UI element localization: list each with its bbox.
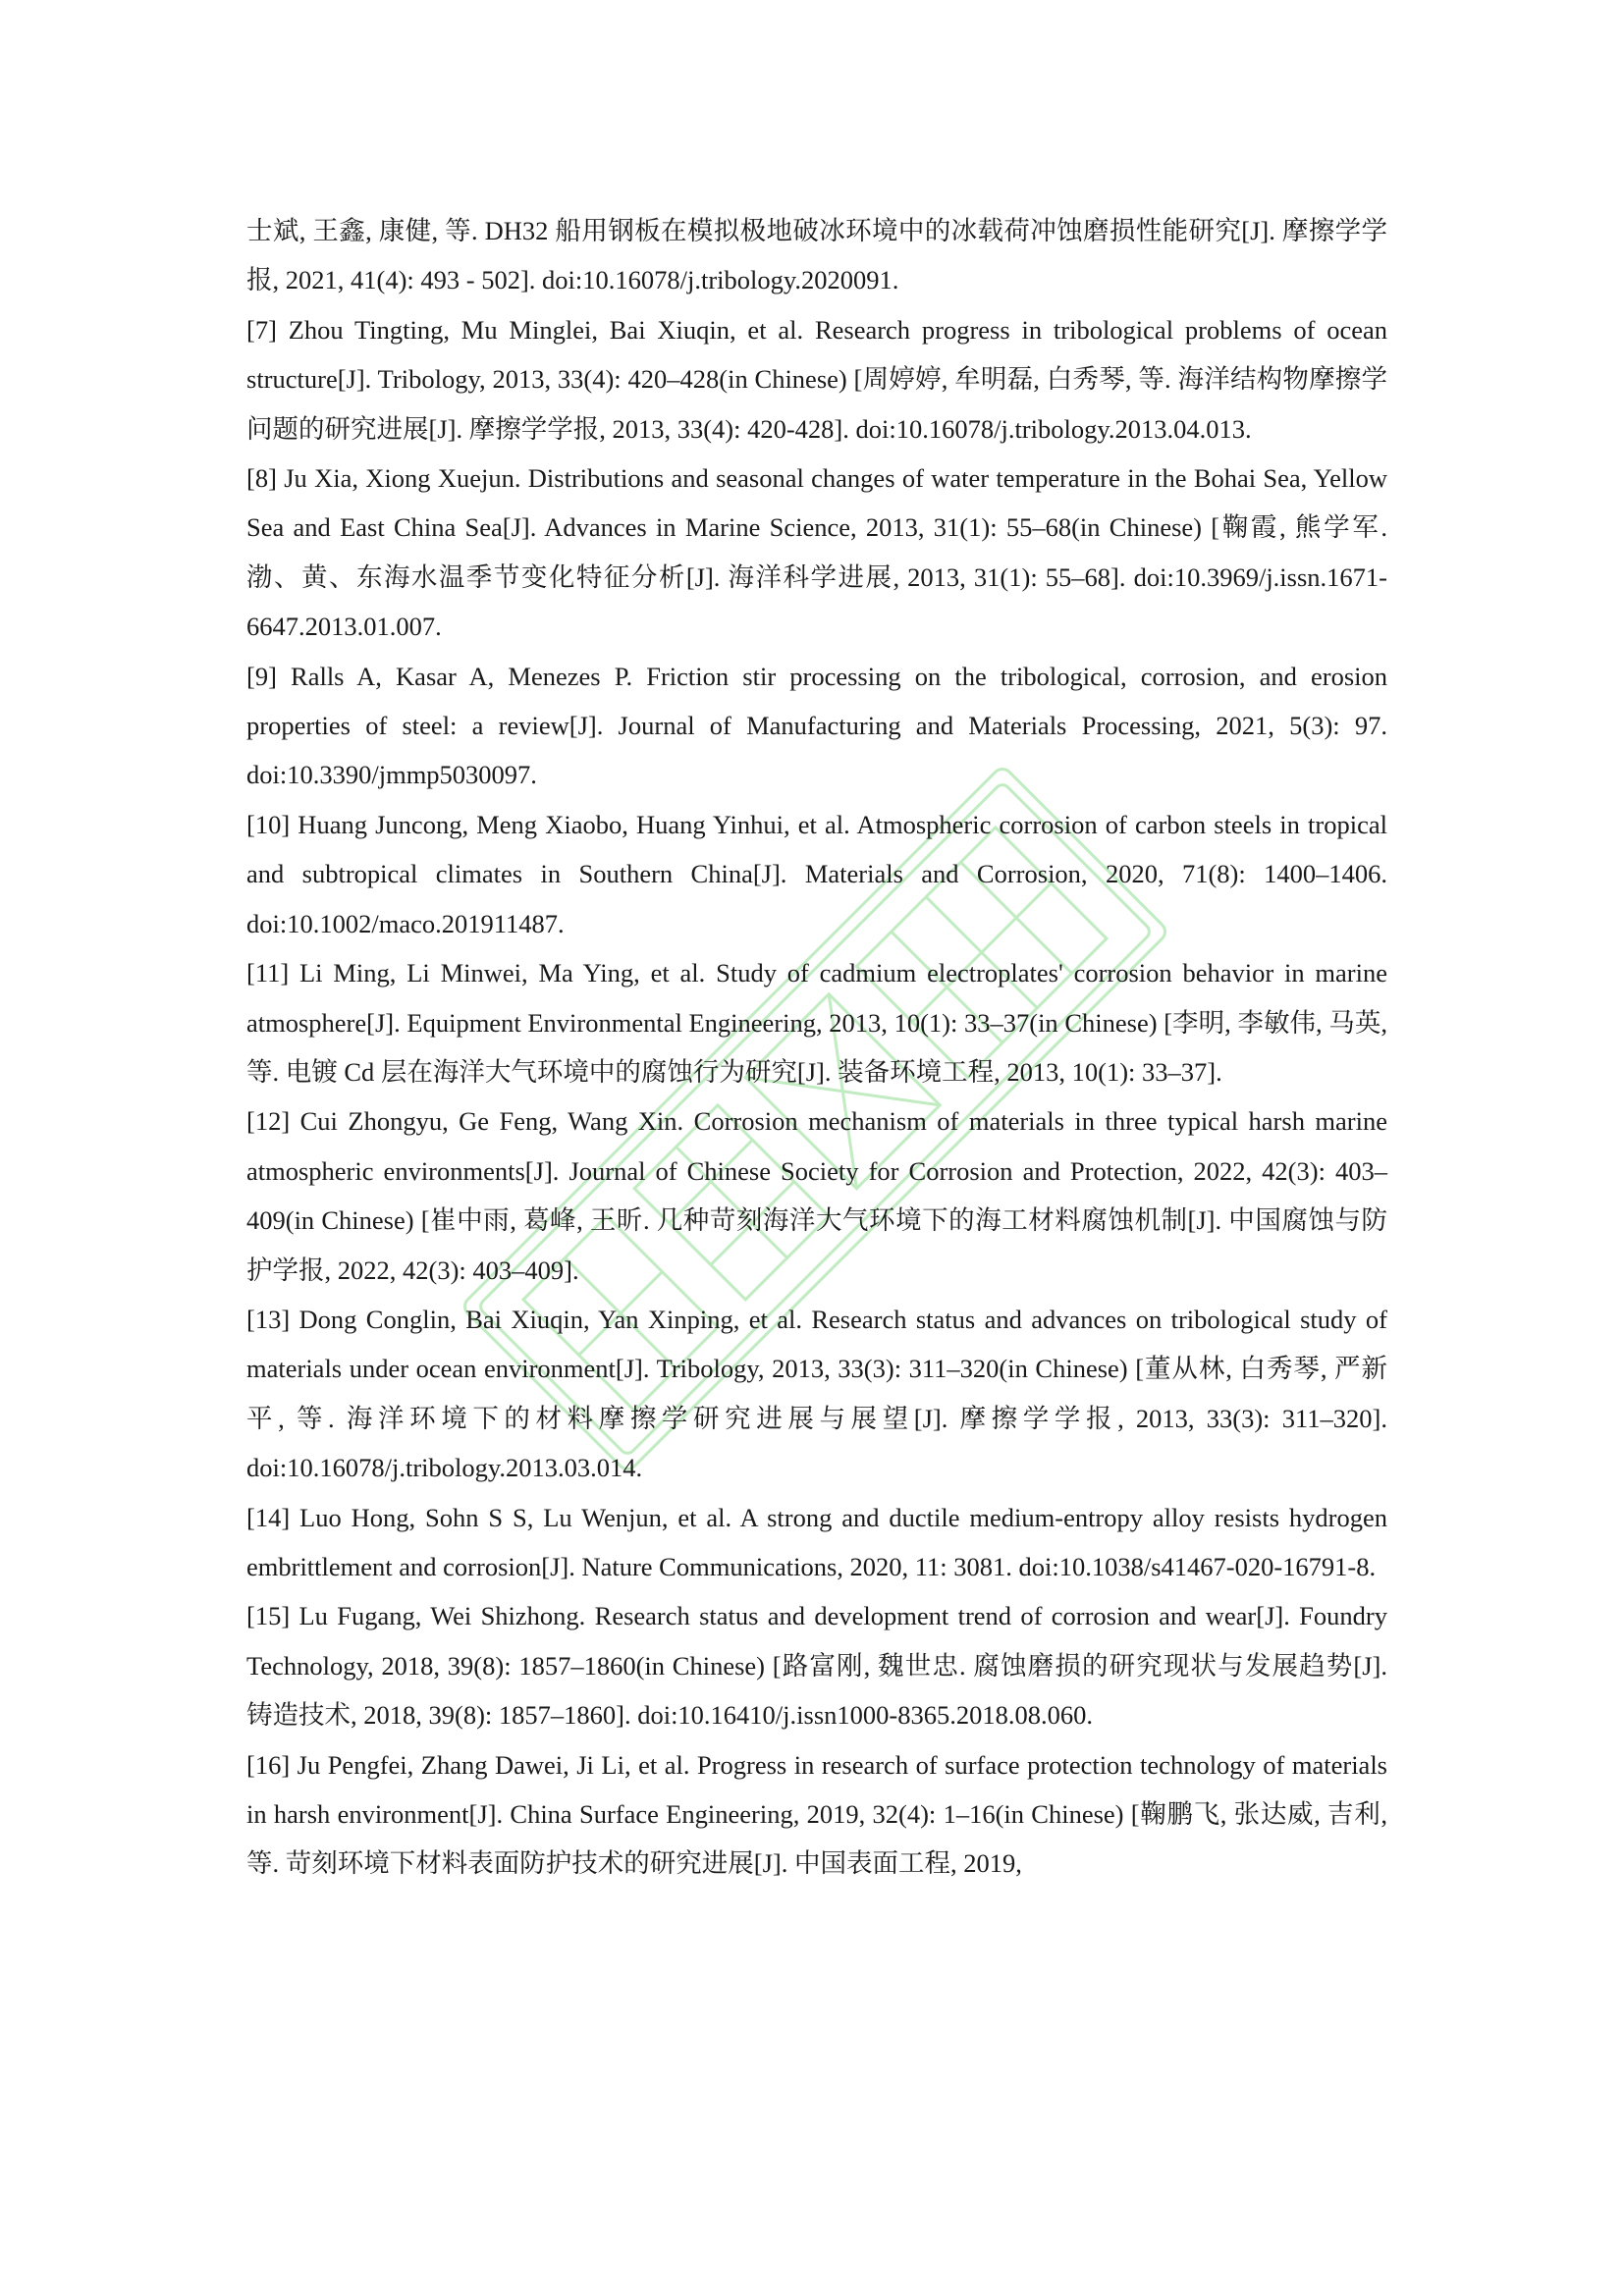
reference-item: [14] Luo Hong, Sohn S S, Lu Wenjun, et al. A strong and ductile medium-entropy alloy resists hydrogen embrittlement and corrosion[J]. Nature Communications, 2020, 11: 3081. doi:10.1038/s41467-020-16791-8. bbox=[246, 1502, 1387, 1581]
reference-item: [10] Huang Juncong, Meng Xiaobo, Huang Yinhui, et al. Atmospheric corrosion of carbon steels in tropical and subtropical climates in Southern China[J]. Materials and Corrosion, 2020, 71(8): 1400–1406. doi:10.1002/maco.201911487. bbox=[246, 809, 1387, 938]
reference-item: [9] Ralls A, Kasar A, Menezes P. Friction stir processing on the tribological, corrosion, and erosion properties of steel: a review[J]. Journal of Manufacturing and Materials Processing, 2021, 5(3): 97. doi:10.3390/jmmp5030097. bbox=[246, 661, 1387, 790]
reference-item: [13] Dong Conglin, Bai Xiuqin, Yan Xinping, et al. Research status and advances on tribological study of materials under ocean environment[J]. Tribology, 2013, 33(3): 311–320(in Chinese) [董从林, 白秀琴, 严新平, 等. 海洋环境下的材料摩擦学研究进展与展望[J]. 摩擦学学报, 2013, 33(3): 311–320]. doi:10.16078/j.tribology.2013.03.014. bbox=[246, 1304, 1387, 1483]
reference-item: [15] Lu Fugang, Wei Shizhong. Research status and development trend of corrosion and wear[J]. Foundry Technology, 2018, 39(8): 1857–1860(in Chinese) [路富刚, 魏世忠. 腐蚀磨损的研究现状与发展趋势[J]. 铸造技术, 2018, 39(8): 1857–1860]. doi:10.16410/j.issn1000-8365.2018.08.060. bbox=[246, 1601, 1387, 1731]
reference-item: [12] Cui Zhongyu, Ge Feng, Wang Xin. Corrosion mechanism of materials in three typical harsh marine atmospheric environments[J]. Journal of Chinese Society for Corrosion and Protection, 2022, 42(3): 403–409(in Chinese) [崔中雨, 葛峰, 王昕. 几种苛刻海洋大气环境下的海工材料腐蚀机制[J]. 中国腐蚀与防护学报, 2022, 42(3): 403–409]. bbox=[246, 1106, 1387, 1285]
reference-item: 士斌, 王鑫, 康健, 等. DH32 船用钢板在模拟极地破冰环境中的冰载荷冲蚀磨损性能研究[J]. 摩擦学学报, 2021, 41(4): 493 - 502]. doi:10.16078/j.tribology.2020091. bbox=[246, 216, 1387, 295]
reference-list bbox=[246, 206, 1387, 1889]
reference-item: [7] Zhou Tingting, Mu Minglei, Bai Xiuqin, et al. Research progress in tribological problems of ocean structure[J]. Tribology, 2013, 33(4): 420–428(in Chinese) [周婷婷, 牟明磊, 白秀琴, 等. 海洋结构物摩擦学问题的研究进展[J]. 摩擦学学报, 2013, 33(4): 420-428]. doi:10.16078/j.tribology.2013.04.013. bbox=[246, 314, 1387, 444]
reference-item: [11] Li Ming, Li Minwei, Ma Ying, et al. Study of cadmium electroplates' corrosion behavior in marine atmosphere[J]. Equipment Environmental Engineering, 2013, 10(1): 33–37(in Chinese) [李明, 李敏伟, 马英, 等. 电镀 Cd 层在海洋大气环境中的腐蚀行为研究[J]. 装备环境工程, 2013, 10(1): 33–37]. bbox=[246, 958, 1387, 1087]
reference-item: [8] Ju Xia, Xiong Xuejun. Distributions and seasonal changes of water temperature in the Bohai Sea, Yellow Sea and East China Sea[J]. Advances in Marine Science, 2013, 31(1): 55–68(in Chinese) [鞠霞, 熊学军. 渤、黄、东海水温季节变化特征分析[J]. 海洋科学进展, 2013, 31(1): 55–68]. doi:10.3969/j.issn.1671-6647.2013.01.007. bbox=[246, 463, 1387, 642]
reference-item: [16] Ju Pengfei, Zhang Dawei, Ji Li, et al. Progress in research of surface protection technology of materials in harsh environment[J]. China Surface Engineering, 2019, 32(4): 1–16(in Chinese) [鞠鹏飞, 张达威, 吉利, 等. 苛刻环境下材料表面防护技术的研究进展[J]. 中国表面工程, 2019, bbox=[246, 1749, 1387, 1879]
